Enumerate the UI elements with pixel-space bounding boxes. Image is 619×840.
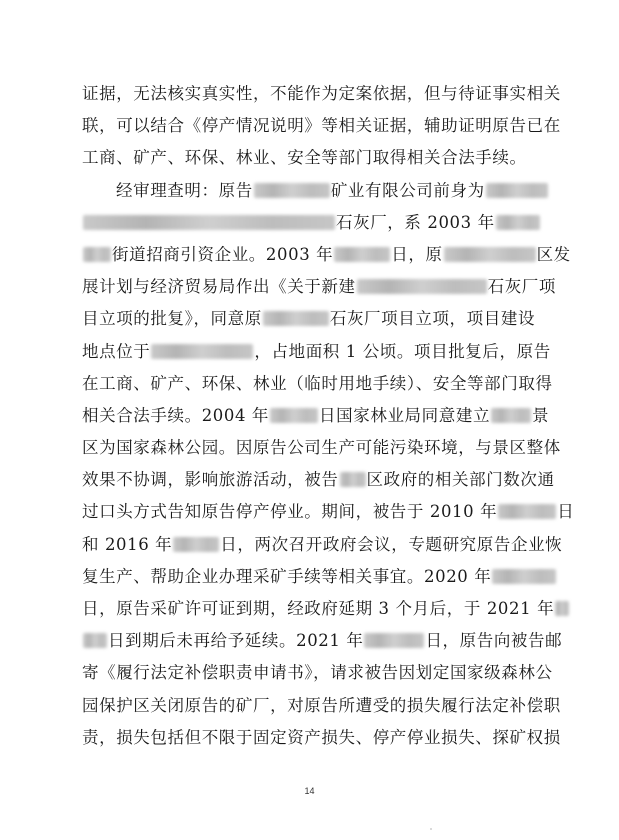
text-line: 联，可以结合《停产情况说明》等相关证据，辅助证明原告已在 (82, 116, 561, 136)
text-line: 和 2016 年 日，两次召开政府会议，专题研究原告企业恢 (82, 534, 563, 554)
text-line: 地点位于 ，占地面积 1 公顷。项目批复后，原告 (82, 341, 551, 361)
redacted-text (496, 215, 540, 230)
text-line: 园保护区关闭原告的矿厂，对原告所遭受的损失履行法定补偿职 (82, 695, 561, 715)
redacted-text (151, 344, 253, 359)
text-line: 工商、矿产、环保、林业、安全等部门取得相关合法手续。 (82, 148, 527, 168)
redacted-text (498, 504, 556, 519)
redacted-text (83, 633, 107, 648)
text-line: 区为国家森林公园。因原告公司生产可能污染环境，与景区整体 (82, 438, 561, 458)
redacted-text (555, 601, 569, 616)
redacted-text (364, 633, 424, 648)
redacted-text (334, 247, 390, 262)
redacted-text (173, 537, 219, 552)
text-line: 目立项的批复》，同意原 石灰厂项目立项，项目建设 (82, 309, 536, 329)
redacted-text (340, 472, 366, 487)
redacted-text (357, 279, 487, 294)
redacted-text (83, 215, 335, 230)
text-line: 证据，无法核实真实性，不能作为定案依据，但与待证事实相关 (82, 84, 561, 103)
text-line: 石灰厂，系 2003 年 (82, 207, 550, 239)
redacted-text (486, 183, 548, 198)
text-line: 相关合法手续。2004 年 日国家林业局同意建立 景 (82, 405, 550, 425)
text-line: 日，原告采矿许可证到期，经政府延期 3 个月后，于 2021 年 (82, 593, 550, 625)
text-line: 效果不协调，影响旅游活动，被告 区政府的相关部门数次通 (82, 470, 555, 490)
redacted-text (270, 408, 318, 423)
redacted-text (491, 408, 531, 423)
text-line: 复生产、帮助企业办理采矿手续等相关事宜。2020 年 (82, 561, 550, 593)
text-line: 街道招商引资企业。2003 年 日，原 区发 (82, 239, 550, 271)
text-line: 展计划与经济贸易局作出《关于新建 石灰厂项 (82, 277, 557, 297)
redacted-text (83, 247, 111, 262)
redacted-text (254, 183, 330, 198)
text-line: 责，损失包括但不限于固定资产损失、停产停业损失、探矿权损 (82, 727, 561, 747)
text-line: 寄《履行法定补偿职责申请书》，请求被告因划定国家级森林公 (82, 663, 553, 683)
paragraph-start-line: 经审理查明：原告 矿业有限公司前身为 (82, 175, 550, 207)
scan-speck (430, 828, 432, 830)
redacted-text (444, 247, 536, 262)
redacted-text (492, 569, 556, 584)
text-line: 过口头方式告知原告停产停业。期间，被告于 2010 年 日 (82, 502, 575, 522)
page-number: 14 (304, 786, 315, 796)
body-text (82, 78, 575, 754)
text-line: 在工商、矿产、环保、林业（临时用地手续）、安全等部门取得 (82, 373, 553, 393)
redacted-text (263, 311, 329, 326)
text-line: 日到期后未再给予延续。2021 年 日，原告向被告邮 (82, 625, 550, 657)
